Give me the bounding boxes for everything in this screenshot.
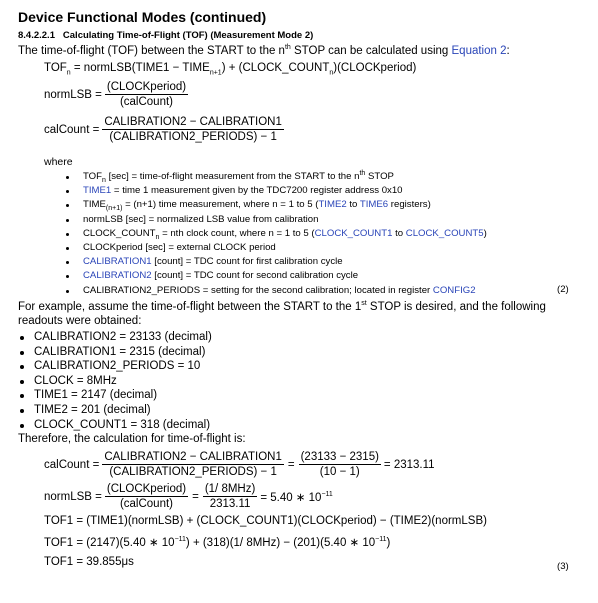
readout-item: [20, 388, 212, 403]
def-text: CLOCK_COUNT: [83, 227, 156, 239]
config2-link[interactable]: CONFIG2: [432, 284, 476, 296]
def-item: [66, 227, 487, 241]
tof2-sup: −11: [174, 536, 186, 544]
def-item: [66, 213, 487, 227]
tof1-substitution: [44, 535, 390, 549]
time1-link[interactable]: TIME1: [83, 185, 112, 197]
def-item: [66, 269, 487, 283]
tof2-text: TOF1 = (2147)(5.40 ∗ 10: [44, 537, 175, 549]
tof2-text: ) + (318)(1/ 8MHz) − (201)(5.40 ∗ 10: [185, 537, 376, 549]
def-item: [66, 198, 487, 212]
equation-2-link[interactable]: Equation 2: [451, 45, 507, 57]
frac-den: (CALIBRATION2_PERIODS) − 1: [109, 466, 277, 478]
def-item: [66, 241, 487, 255]
def-text: = time 1 measurement given by the TDC7200 register address 0x10: [111, 185, 403, 197]
tof-rhs-a: = normLSB(TIME1 − TIME: [70, 62, 210, 74]
calc-lhs: normLSB =: [44, 490, 102, 503]
intro-text: The time-of-flight (TOF) between the START to the n: [18, 45, 285, 57]
example-sup: st: [361, 300, 367, 308]
time2-link[interactable]: TIME2: [318, 199, 347, 211]
readout-item: [20, 345, 212, 360]
frac-num: (23133 − 2315): [300, 451, 379, 463]
equation-number-3: (3): [557, 561, 569, 572]
bullet-icon: [20, 409, 24, 413]
normlsb-numerator: (CLOCKperiod): [106, 81, 187, 93]
calcount-lhs: calCount =: [44, 123, 100, 136]
example-text: STOP is desired, and the following: [366, 301, 546, 313]
readout-text: TIME2 = 201 (decimal): [34, 403, 151, 416]
tof2-sup: −11: [375, 536, 387, 544]
readout-text: CALIBRATION1 = 2315 (decimal): [34, 345, 206, 358]
def-text: CLOCKperiod [sec] = external CLOCK period: [83, 242, 276, 254]
calcount-denominator: (CALIBRATION2_PERIODS) − 1: [109, 131, 277, 143]
bullet-icon: [20, 394, 24, 398]
def-text: = nth clock count, where n = 1 to 5 (: [159, 227, 315, 239]
readouts-list: [20, 330, 212, 432]
normlsb-calc-fraction-2: [203, 483, 257, 510]
def-text: [count] = TDC count for first calibration cycle: [151, 256, 343, 268]
therefore-line: Therefore, the calculation for time-of-flight is:: [18, 433, 246, 445]
example-line-1: [18, 301, 546, 313]
calibration1-link[interactable]: CALIBRATION1: [83, 256, 152, 268]
calcount-calc-fraction-2: [299, 451, 381, 478]
bullet-icon: [66, 247, 69, 250]
subsection-number: 8.4.2.2.1: [18, 30, 55, 41]
readout-text: CALIBRATION2_PERIODS = 10: [34, 360, 201, 373]
bullet-icon: [20, 380, 24, 384]
frac-den: 2313.11: [209, 498, 251, 510]
tof1-formula: TOF1 = (TIME1)(normLSB) + (CLOCK_COUNT1)(CLOCKperiod) − (TIME2)(normLSB): [44, 515, 487, 527]
tof-rhs-b: ) + (CLOCK_COUNT: [221, 62, 330, 74]
calcount-equation: [44, 116, 284, 143]
tof-lhs: TOF: [44, 62, 67, 74]
def-text: to: [346, 199, 360, 211]
where-label: where: [44, 156, 73, 168]
tof-sub: n: [66, 69, 71, 77]
calcount-numerator: CALIBRATION2 − CALIBRATION1: [104, 116, 282, 128]
calcount-calc: [44, 451, 435, 478]
intro-end: :: [506, 45, 510, 57]
bullet-icon: [66, 219, 69, 222]
readout-item: [20, 359, 212, 374]
def-text: registers): [388, 199, 431, 211]
time6-link[interactable]: TIME6: [359, 199, 389, 211]
frac-den: (calCount): [119, 498, 174, 510]
frac-den: (10 − 1): [319, 466, 360, 478]
def-text: ): [483, 227, 487, 239]
def-text: [count] = TDC count for second calibration cycle: [151, 270, 359, 282]
bullet-icon: [66, 275, 69, 278]
tof-rhs-c: )(CLOCKperiod): [333, 62, 417, 74]
def-sub: n: [155, 233, 160, 241]
calc-result: = 2313.11: [383, 458, 435, 471]
def-item: [66, 255, 487, 269]
def-item: [66, 284, 487, 298]
def-sub: (n+1): [105, 205, 123, 213]
def-sub: n: [102, 176, 106, 184]
normlsb-calc: [44, 483, 333, 510]
bullet-icon: [66, 233, 69, 236]
tof2-text: ): [386, 537, 391, 549]
calc-sup: −11: [321, 490, 333, 498]
def-text: normLSB [sec] = normalized LSB value from calibration: [83, 213, 319, 225]
calibration2-link[interactable]: CALIBRATION2: [83, 270, 152, 282]
tof-equation: [44, 62, 417, 77]
bullet-icon: [20, 336, 24, 340]
subsection-title: Calculating Time-of-Flight (TOF) (Measurement Mode 2): [62, 30, 314, 41]
readout-item: [20, 403, 212, 418]
bullet-icon: [20, 365, 24, 369]
def-text: to: [392, 227, 406, 239]
calcount-calc-fraction-1: [102, 451, 284, 478]
definitions-list: [66, 170, 487, 298]
bullet-icon: [66, 176, 69, 179]
tof-rhs-sub2: n: [329, 69, 334, 77]
equals-sign: =: [287, 458, 295, 471]
readout-item: [20, 330, 212, 345]
def-sup: th: [359, 169, 366, 177]
calc-lhs: calCount =: [44, 458, 100, 471]
def-text: TOF: [83, 171, 103, 182]
def-text: CALIBRATION2_PERIODS = setting for the second calibration; located in register: [83, 284, 433, 296]
bullet-icon: [66, 204, 69, 207]
normlsb-equation: [44, 81, 188, 108]
tof-rhs-sub: n+1: [209, 69, 222, 77]
normlsb-lhs: normLSB =: [44, 88, 102, 101]
readout-item: [20, 374, 212, 389]
example-text: For example, assume the time-of-flight between the START to the 1: [18, 301, 362, 313]
readout-text: CLOCK = 8MHz: [34, 374, 117, 387]
readout-item: [20, 418, 212, 433]
equation-number-2: (2): [557, 284, 569, 295]
bullet-icon: [20, 424, 24, 428]
section-heading: Device Functional Modes (continued): [18, 9, 267, 25]
normlsb-calc-fraction-1: [105, 483, 188, 510]
frac-num: CALIBRATION2 − CALIBRATION1: [104, 451, 282, 463]
def-item: [66, 184, 487, 198]
def-text: STOP: [365, 171, 394, 182]
readout-text: CALIBRATION2 = 23133 (decimal): [34, 331, 212, 343]
equals-sign: =: [192, 490, 199, 503]
def-text: [sec] = time-of-flight measurement from the START to the n: [105, 171, 360, 182]
bullet-icon: [66, 290, 69, 293]
bullet-icon: [66, 261, 69, 264]
normlsb-denominator: (calCount): [119, 96, 174, 108]
frac-num: (1/ 8MHz): [204, 483, 256, 495]
bullet-icon: [20, 351, 24, 355]
tof1-result: TOF1 = 39.855μs: [44, 556, 134, 568]
clock-count5-link[interactable]: CLOCK_COUNT5: [405, 227, 484, 239]
def-item: [66, 170, 487, 184]
readout-text: CLOCK_COUNT1 = 318 (decimal): [34, 418, 211, 431]
def-text: TIME: [83, 199, 106, 211]
calcount-fraction: [102, 116, 284, 143]
clock-count1-link[interactable]: CLOCK_COUNT1: [314, 227, 393, 239]
readout-text: TIME1 = 2147 (decimal): [34, 389, 158, 402]
normlsb-fraction: [105, 81, 188, 108]
intro-text-2: STOP can be calculated using: [290, 45, 452, 57]
frac-num: (CLOCKperiod): [106, 483, 187, 495]
bullet-icon: [66, 190, 69, 193]
calc-result: = 5.40 ∗ 10: [260, 491, 322, 504]
subsection-heading: [18, 30, 313, 41]
def-text: = (n+1) time measurement, where n = 1 to 5 (: [122, 199, 319, 211]
intro-sup: th: [284, 44, 291, 52]
intro-paragraph: [18, 45, 510, 57]
example-line-2: readouts were obtained:: [18, 315, 142, 327]
